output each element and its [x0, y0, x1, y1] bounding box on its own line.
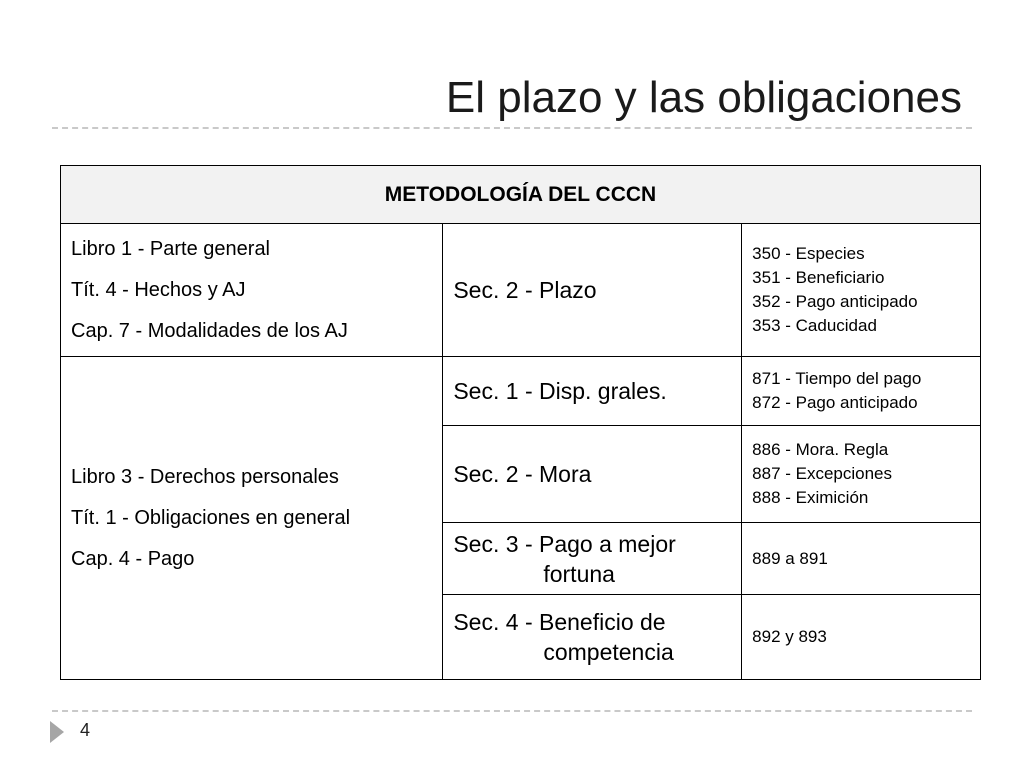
articles-cell [742, 224, 981, 357]
section-label: Sec. 1 - Disp. grales. [453, 378, 667, 404]
section-label-continued: fortuna [543, 560, 615, 587]
book-line: Libro 1 - Parte general [71, 237, 271, 260]
book-line: Libro 3 - Derechos personales [71, 465, 339, 488]
chapter-line: Cap. 7 - Modalidades de los AJ [71, 319, 348, 342]
table-header: METODOLOGÍA DEL CCCN [61, 166, 981, 224]
slide-title: El plazo y las obligaciones [445, 73, 962, 122]
article-item: 892 y 893 [752, 627, 827, 646]
section-label: Sec. 3 - Pago a mejor [453, 530, 676, 557]
section-cell [443, 426, 742, 523]
article-item: 889 a 891 [752, 548, 828, 568]
title-divider [52, 127, 972, 129]
articles-cell [742, 426, 981, 523]
article-item: 887 - Excepciones [752, 464, 893, 483]
articles-cell [742, 357, 981, 426]
articles-cell [742, 523, 981, 595]
table-row [61, 357, 981, 426]
article-item: 351 - Beneficiario [752, 268, 885, 287]
table-row [61, 224, 981, 357]
articles-cell [742, 595, 981, 680]
article-item: 352 - Pago anticipado [752, 292, 918, 311]
section-cell [443, 595, 742, 680]
article-item: 886 - Mora. Regla [752, 440, 889, 459]
page-number: 4 [80, 720, 91, 740]
article-item: 888 - Eximición [752, 488, 869, 507]
section-label: Sec. 2 - Plazo [453, 277, 597, 303]
section-label: Sec. 4 - Beneficio de [453, 609, 666, 635]
article-item: 872 - Pago anticipado [752, 393, 918, 412]
title-line: Tít. 4 - Hechos y AJ [71, 278, 246, 301]
methodology-table [60, 165, 981, 680]
triangle-bullet-icon [50, 721, 64, 743]
book-cell-1 [61, 224, 443, 357]
title-line: Tít. 1 - Obligaciones en general [71, 506, 351, 529]
section-cell [443, 224, 742, 357]
article-item: 871 - Tiempo del pago [752, 369, 922, 388]
chapter-line: Cap. 4 - Pago [71, 547, 195, 570]
article-item: 350 - Especies [752, 244, 865, 263]
section-cell [443, 357, 742, 426]
book-cell-2 [61, 357, 443, 680]
section-cell [443, 523, 742, 595]
section-label-continued: competencia [543, 639, 674, 665]
section-label: Sec. 2 - Mora [453, 461, 592, 487]
table-header-row [61, 166, 981, 224]
article-item: 353 - Caducidad [752, 316, 877, 335]
footer-divider [52, 710, 972, 712]
